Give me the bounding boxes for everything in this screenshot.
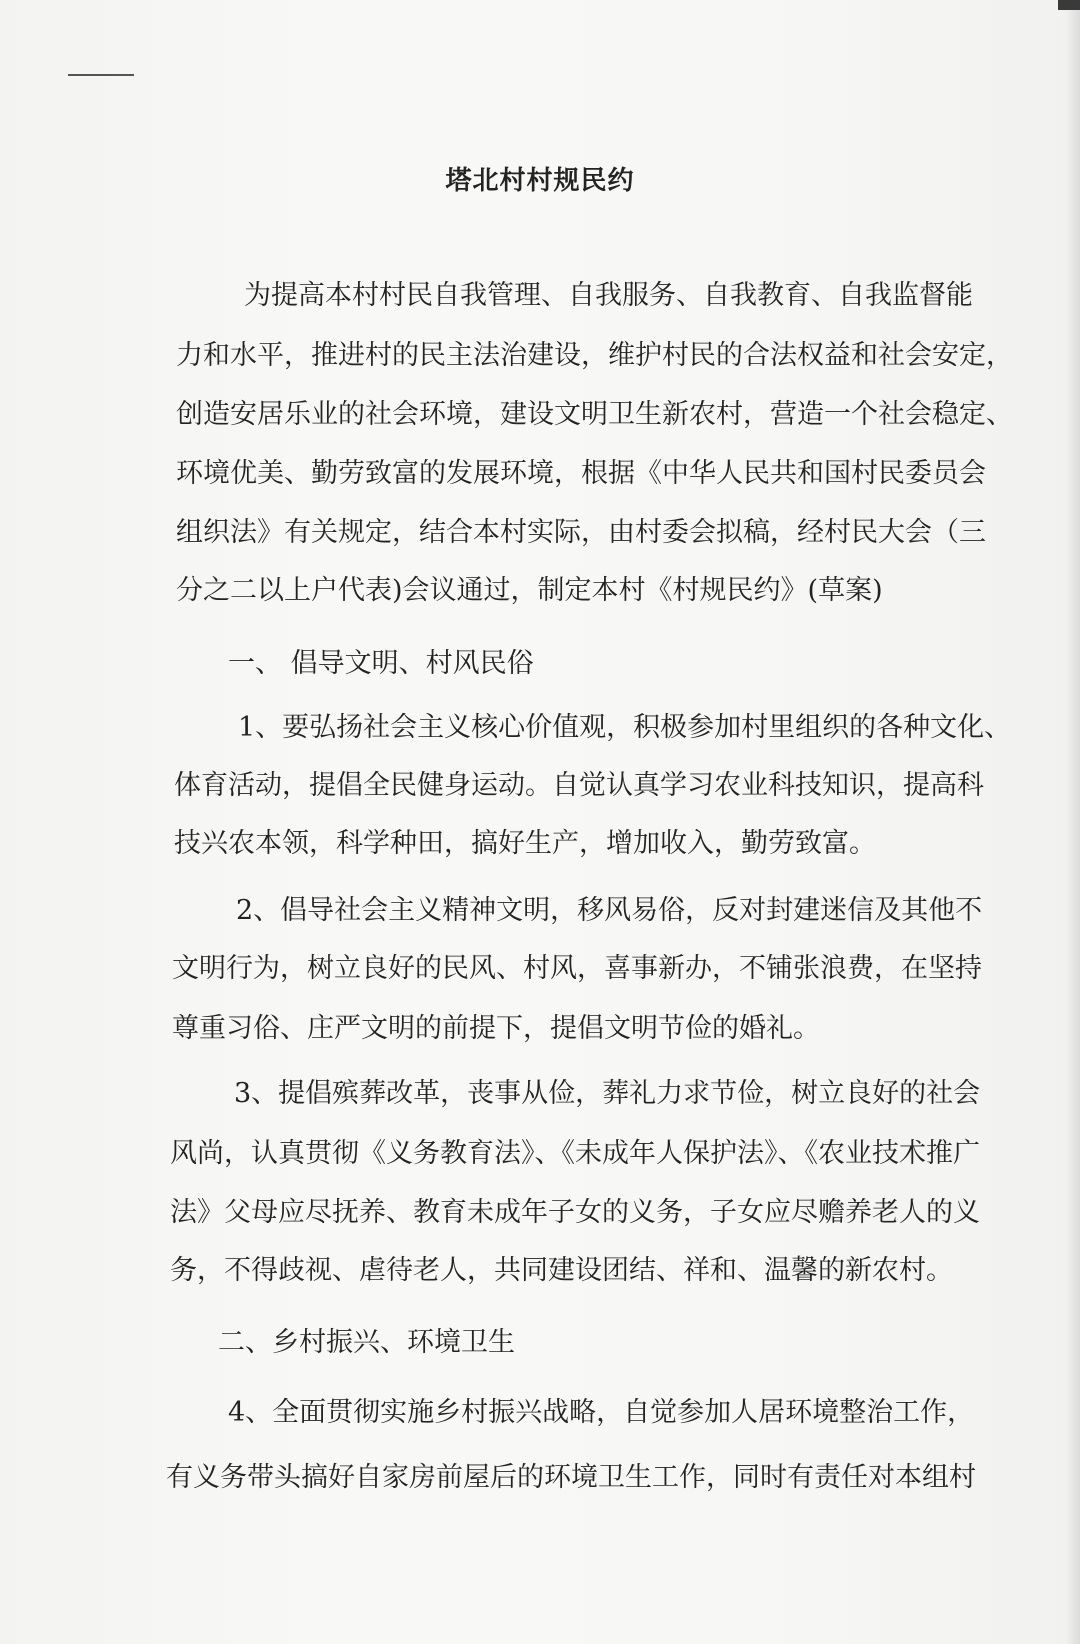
page-corner-mark (1058, 0, 1080, 10)
paragraph-line: 为提高本村村民自我管理、自我服务、自我教育、自我监督能 (244, 280, 973, 311)
page-edge-shadow (1066, 0, 1080, 1644)
paragraph-line: 环境优美、勤劳致富的发展环境，根据《中华人民共和国村民委员会 (176, 458, 986, 489)
section-heading: 二、乡村振兴、环境卫生 (218, 1327, 515, 1358)
paragraph-line: 文明行为，树立良好的民风、村风，喜事新办，不铺张浪费，在坚持 (172, 953, 982, 984)
paragraph-line: 4、全面贯彻实施乡村振兴战略，自觉参加人居环境整治工作， (228, 1397, 975, 1428)
paragraph-line: 创造安居乐业的社会环境，建设文明卫生新农村，营造一个社会稳定、 (176, 399, 1013, 430)
paragraph-line: 法》父母应尽抚养、教育未成年子女的义务，子女应尽赡养老人的义 (170, 1197, 980, 1228)
paragraph-line: 力和水平，推进村的民主法治建设，维护村民的合法权益和社会安定， (176, 340, 1013, 371)
paragraph-line: 尊重习俗、庄严文明的前提下，提倡文明节俭的婚礼。 (172, 1013, 820, 1044)
paragraph-line: 风尚，认真贯彻《义务教育法》、《未成年人保护法》、《农业技术推广 (170, 1138, 980, 1169)
section-heading: 一、 倡导文明、村风民俗 (228, 648, 534, 679)
paragraph-line: 务，不得歧视、虐待老人，共同建设团结、祥和、温馨的新农村。 (170, 1255, 953, 1286)
paragraph-line: 分之二以上户代表)会议通过，制定本村《村规民约》(草案) (176, 575, 883, 606)
paragraph-line: 有义务带头搞好自家房前屋后的环境卫生工作，同时有责任对本组村 (166, 1462, 976, 1493)
paragraph-line: 1、要弘扬社会主义核心价值观，积极参加村里组织的各种文化、 (238, 712, 1012, 743)
document-title: 塔北村村规民约 (445, 166, 635, 196)
paragraph-line: 2、倡导社会主义精神文明，移风易俗，反对封建迷信及其他不 (236, 895, 983, 926)
paragraph-line: 体育活动，提倡全民健身运动。自觉认真学习农业科技知识，提高科 (174, 770, 984, 801)
paragraph-line: 3、提倡殡葬改革，丧事从俭，葬礼力求节俭，树立良好的社会 (234, 1078, 981, 1109)
paragraph-line: 技兴农本领，科学种田，搞好生产，增加收入，勤劳致富。 (174, 828, 876, 859)
paragraph-line: 组织法》有关规定，结合本村实际，由村委会拟稿，经村民大会（三 (176, 517, 986, 548)
top-dash-mark (68, 74, 134, 76)
